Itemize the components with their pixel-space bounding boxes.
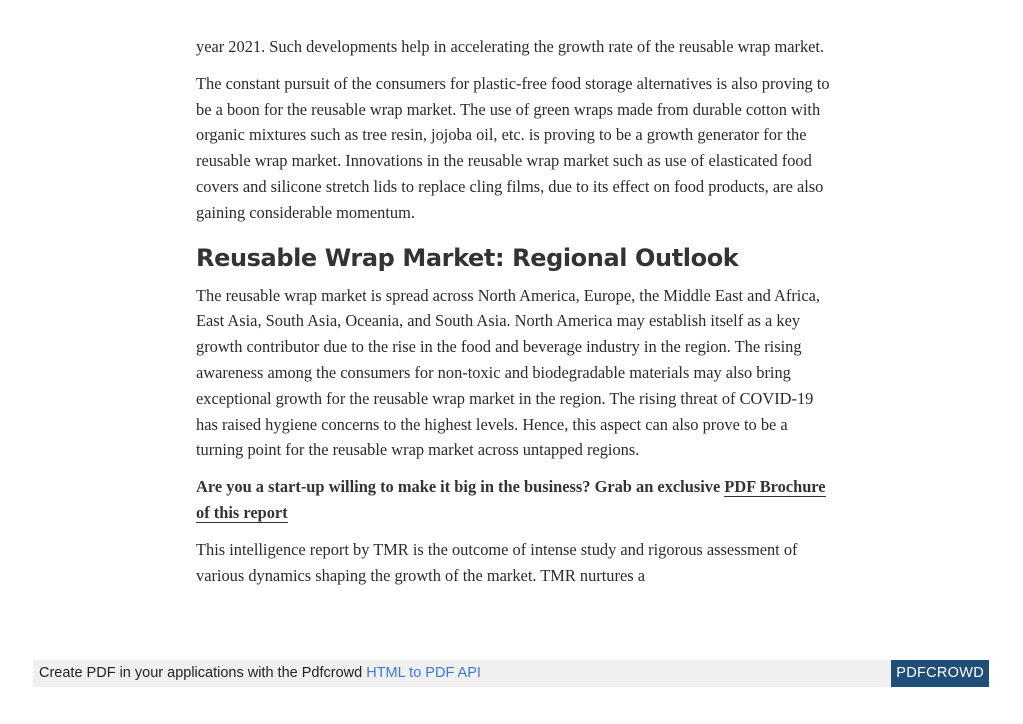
footer-text bbox=[39, 665, 481, 681]
pdfcrowd-footer bbox=[33, 660, 989, 687]
pdfcrowd-badge-button[interactable]: PDFCROWD bbox=[891, 660, 989, 687]
cta-text: Are you a start-up willing to make it big in the business? Grab an exclusive bbox=[196, 477, 725, 497]
paragraph-intro-tail: year 2021. Such developments help in accelerating the growth rate of the reusable wrap market. bbox=[196, 37, 825, 56]
section-heading-regional-outlook: Reusable Wrap Market: Regional Outlook bbox=[196, 243, 739, 272]
footer-label: Create PDF in your applications with the Pdfcrowd bbox=[39, 665, 367, 681]
paragraph-regional: The reusable wrap market is spread across North America, Europe, the Middle East and Africa, East Asia, South Asia, Oceania, and South Asia. North America may establish itself as a key growth contributor due to the rise in the food and beverage industry in the region. The rising awareness among the consumers for non-toxic and biodegradable materials may also bring exceptional growth for the reusable wrap market in the region. The rising threat of COVID-19 has raised hygiene concerns to the highest levels. Hence, this aspect can also prove to be a turning point for the reusable wrap market across untapped regions. bbox=[196, 285, 820, 460]
paragraph-plastic-free: The constant pursuit of the consumers for plastic-free food storage alternatives is also proving to be a boon for the reusable wrap market. The use of green wraps made from durable cotton with organic mixtures such as tree resin, jojoba oil, etc. is proving to be a growth generator for the reusable wrap market. Innovations in the reusable wrap market such as use of elasticated food covers and silicone stretch lids to replace cling films, due to its effect on food products, are also gaining considerable momentum. bbox=[196, 73, 830, 222]
cta-paragraph bbox=[196, 474, 832, 526]
html-to-pdf-api-link[interactable]: HTML to PDF API bbox=[366, 665, 481, 681]
pdf-brochure-link[interactable]: PDF Brochure of this report bbox=[196, 477, 826, 522]
article-body bbox=[196, 34, 832, 599]
paragraph-intelligence-report: This intelligence report by TMR is the outcome of intense study and rigorous assessment of various dynamics shaping the growth of the market. TMR nurtures a bbox=[196, 539, 798, 585]
